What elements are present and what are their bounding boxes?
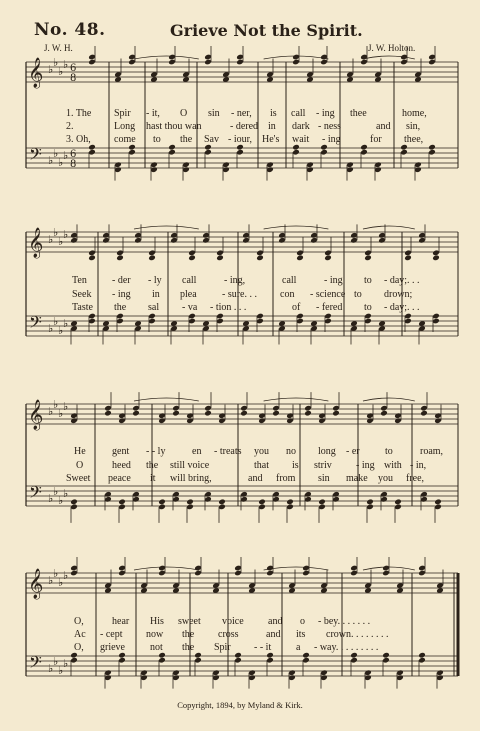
- syllable: O,: [74, 616, 84, 627]
- system-2-verse-3: [0, 302, 480, 315]
- note-head: [148, 255, 156, 262]
- system-4-verse-2: [0, 629, 480, 642]
- syllable: and: [376, 121, 391, 132]
- syllable: He: [74, 446, 86, 457]
- system-4-verse-1: [0, 616, 480, 629]
- syllable: Spir: [114, 108, 131, 119]
- bass-clef-icon: 𝄢: [29, 482, 42, 506]
- syllable: still voice: [170, 460, 210, 471]
- syllable: O: [180, 108, 188, 119]
- syllable: the: [146, 460, 159, 471]
- syllable: peace: [108, 473, 131, 484]
- system-2-verse-1: [0, 275, 480, 288]
- flat-icon: ♭: [58, 156, 64, 169]
- hymn-number: No. 48.: [34, 20, 106, 40]
- syllable: - way. . . . . . . . .: [314, 642, 379, 653]
- note-head: [118, 499, 126, 506]
- syllable: to: [385, 446, 393, 457]
- syllable: not: [150, 642, 163, 653]
- note-head: [404, 255, 412, 262]
- slur: [264, 226, 329, 229]
- syllable: o: [300, 616, 305, 627]
- note-head: [286, 499, 294, 506]
- syllable: - science: [310, 289, 346, 300]
- note-head: [188, 255, 196, 262]
- syllable: to: [153, 134, 161, 145]
- hymn-title: Grieve Not the Spirit.: [170, 21, 363, 40]
- system-3-verse-1: [0, 446, 480, 459]
- system-3-verse-3: [0, 473, 480, 486]
- syllable: it: [150, 473, 156, 484]
- syllable: will bring,: [170, 473, 212, 484]
- syllable: - dered: [230, 121, 259, 132]
- syllable: now: [146, 629, 164, 640]
- treble-clef-icon: 𝄞: [28, 58, 44, 88]
- syllable: no: [286, 446, 296, 457]
- syllable: hast thou wan: [146, 121, 202, 132]
- syllable: Taste: [72, 302, 93, 313]
- bass-clef-icon: 𝄢: [29, 652, 42, 676]
- flat-icon: ♭: [48, 322, 54, 335]
- syllable: in: [152, 289, 160, 300]
- syllable: the: [182, 629, 195, 640]
- syllable: you: [254, 446, 269, 457]
- syllable: striv: [314, 460, 332, 471]
- syllable: - ing: [356, 460, 375, 471]
- syllable: grieve: [100, 642, 125, 653]
- flat-icon: ♭: [58, 235, 64, 248]
- note-head: [172, 410, 180, 417]
- flat-icon: ♭: [63, 400, 69, 413]
- syllable: call: [291, 108, 306, 119]
- syllable: to: [364, 302, 372, 313]
- syllable: - ner,: [231, 108, 252, 119]
- flat-icon: ♭: [58, 324, 64, 337]
- syllable: Seek: [72, 289, 92, 300]
- note-head: [132, 410, 140, 417]
- syllable: - ing: [316, 108, 335, 119]
- note-head: [218, 499, 226, 506]
- flat-icon: ♭: [53, 315, 59, 328]
- syllable: - - ly: [146, 446, 166, 457]
- syllable: sweet: [178, 616, 201, 627]
- note-head: [240, 410, 248, 417]
- time-signature: 8: [70, 73, 77, 84]
- note-head: [434, 499, 442, 506]
- flat-icon: ♭: [63, 569, 69, 582]
- flat-icon: ♭: [53, 147, 59, 160]
- slur: [134, 226, 199, 229]
- syllable: to: [354, 289, 362, 300]
- syllable: to: [364, 275, 372, 286]
- syllable: call: [182, 275, 197, 286]
- syllable: Long: [114, 121, 136, 132]
- syllable: Sav: [204, 134, 219, 145]
- syllable: home,: [402, 108, 427, 119]
- syllable: from: [276, 473, 296, 484]
- flat-icon: ♭: [63, 487, 69, 500]
- syllable: - der: [112, 275, 131, 286]
- flat-icon: ♭: [48, 233, 54, 246]
- flat-icon: ♭: [53, 655, 59, 668]
- syllable: of: [292, 302, 301, 313]
- note-head: [70, 499, 78, 506]
- syllable: - fered: [316, 302, 343, 313]
- syllable: con: [280, 289, 295, 300]
- syllable: for: [370, 134, 382, 145]
- syllable: call: [282, 275, 297, 286]
- syllable: - day;. . .: [384, 275, 420, 286]
- syllable: and: [248, 473, 263, 484]
- flat-icon: ♭: [48, 63, 54, 76]
- syllable: make: [346, 473, 368, 484]
- note-head: [258, 499, 266, 506]
- treble-clef-icon: 𝄞: [28, 400, 44, 430]
- flat-icon: ♭: [48, 574, 54, 587]
- flat-icon: ♭: [53, 226, 59, 239]
- syllable: Ten: [72, 275, 87, 286]
- note-head: [380, 410, 388, 417]
- syllable: - iour,: [228, 134, 253, 145]
- note-head: [366, 499, 374, 506]
- slur: [363, 398, 415, 401]
- syllable: 2.: [66, 121, 74, 132]
- syllable: 1. The: [66, 108, 92, 119]
- syllable: - ness: [318, 121, 342, 132]
- syllable: hear: [112, 616, 130, 627]
- syllable: sal: [148, 302, 160, 313]
- system-1-verse-1: [0, 108, 480, 121]
- syllable: thee,: [404, 134, 424, 145]
- note-head: [158, 499, 166, 506]
- flat-icon: ♭: [63, 58, 69, 71]
- syllable: come: [114, 134, 136, 145]
- syllable: - in,: [410, 460, 427, 471]
- syllable: heed: [112, 460, 131, 471]
- syllable: a: [296, 642, 301, 653]
- system-1-verse-3: [0, 134, 480, 147]
- syllable: - day;. . .: [384, 302, 420, 313]
- syllable: - treats: [214, 446, 242, 457]
- time-signature: 6: [70, 149, 77, 160]
- syllable: dark: [292, 121, 310, 132]
- flat-icon: ♭: [48, 405, 54, 418]
- system-2-verse-2: [0, 289, 480, 302]
- syllable: Sweet: [66, 473, 91, 484]
- slur: [363, 226, 415, 229]
- syllable: thee: [350, 108, 367, 119]
- syllable: with: [384, 460, 402, 471]
- note-head: [272, 410, 280, 417]
- syllable: the: [114, 302, 127, 313]
- syllable: voice: [222, 616, 244, 627]
- syllable: - bey. . . . . . .: [318, 616, 371, 627]
- flat-icon: ♭: [58, 407, 64, 420]
- syllable: O: [76, 460, 84, 471]
- syllable: wait: [292, 134, 310, 145]
- syllable: crown. . . . . . . .: [326, 629, 389, 640]
- syllable: 3. Oh,: [66, 134, 91, 145]
- syllable: plea: [180, 289, 197, 300]
- flat-icon: ♭: [63, 228, 69, 241]
- flat-icon: ♭: [53, 567, 59, 580]
- syllable: - cept: [100, 629, 123, 640]
- syllable: - - it: [254, 642, 272, 653]
- syllable: - sure. . .: [222, 289, 257, 300]
- flat-icon: ♭: [58, 494, 64, 507]
- flat-icon: ♭: [63, 149, 69, 162]
- flat-icon: ♭: [58, 576, 64, 589]
- syllable: roam,: [420, 446, 444, 457]
- syllable: O,: [74, 642, 84, 653]
- note-head: [116, 255, 124, 262]
- syllable: sin: [208, 108, 220, 119]
- system-1-verse-2: [0, 121, 480, 134]
- time-signature: 6: [70, 63, 77, 74]
- time-signature: 8: [70, 159, 77, 170]
- slur: [264, 398, 329, 401]
- syllable: its: [296, 629, 306, 640]
- syllable: - va: [182, 302, 198, 313]
- note-head: [216, 255, 224, 262]
- syllable: and: [266, 629, 281, 640]
- lyricist-credit: J. W. H.: [44, 43, 73, 53]
- note-head: [324, 255, 332, 262]
- syllable: the: [182, 642, 195, 653]
- syllable: His: [150, 616, 164, 627]
- syllable: is: [292, 460, 299, 471]
- syllable: gent: [112, 446, 130, 457]
- note-head: [332, 410, 340, 417]
- note-head: [364, 255, 372, 262]
- system-3-verse-2: [0, 460, 480, 473]
- syllable: He's: [262, 134, 280, 145]
- bass-clef-icon: 𝄢: [29, 312, 42, 336]
- syllable: cross: [218, 629, 239, 640]
- syllable: - ing: [112, 289, 131, 300]
- syllable: the: [180, 134, 193, 145]
- syllable: drown;: [384, 289, 413, 300]
- note-head: [186, 499, 194, 506]
- flat-icon: ♭: [58, 664, 64, 677]
- flat-icon: ♭: [53, 56, 59, 69]
- flat-icon: ♭: [53, 485, 59, 498]
- note-head: [394, 499, 402, 506]
- syllable: you: [378, 473, 393, 484]
- flat-icon: ♭: [48, 492, 54, 505]
- syllable: long: [318, 446, 336, 457]
- composer-credit: J. W. Holton.: [368, 43, 416, 53]
- copyright-notice: Copyright, 1894, by Myland & Kirk.: [177, 700, 303, 710]
- syllable: Spir: [214, 642, 231, 653]
- note-head: [104, 410, 112, 417]
- syllable: in: [268, 121, 276, 132]
- syllable: - ly: [148, 275, 162, 286]
- flat-icon: ♭: [63, 317, 69, 330]
- flat-icon: ♭: [63, 657, 69, 670]
- note-head: [432, 255, 440, 262]
- note-head: [304, 410, 312, 417]
- flat-icon: ♭: [48, 154, 54, 167]
- syllable: free,: [406, 473, 425, 484]
- flat-icon: ♭: [58, 65, 64, 78]
- syllable: - ing: [322, 134, 341, 145]
- note-head: [420, 410, 428, 417]
- syllable: - er: [346, 446, 360, 457]
- syllable: en: [192, 446, 202, 457]
- note-head: [204, 410, 212, 417]
- flat-icon: ♭: [53, 398, 59, 411]
- slur: [134, 567, 199, 570]
- syllable: - ing: [324, 275, 343, 286]
- slur: [134, 398, 199, 401]
- note-head: [88, 255, 96, 262]
- syllable: Ac: [74, 629, 86, 640]
- syllable: sin,: [406, 121, 421, 132]
- note-head: [318, 499, 326, 506]
- system-4-verse-3: [0, 642, 480, 655]
- note-head: [296, 255, 304, 262]
- flat-icon: ♭: [48, 662, 54, 675]
- note-head: [256, 255, 264, 262]
- bass-clef-icon: 𝄢: [29, 144, 42, 168]
- syllable: and: [268, 616, 283, 627]
- syllable: that: [254, 460, 269, 471]
- syllable: is: [270, 108, 277, 119]
- syllable: - it,: [146, 108, 160, 119]
- treble-clef-icon: 𝄞: [28, 569, 44, 599]
- treble-clef-icon: 𝄞: [28, 228, 44, 258]
- syllable: - tion . . .: [210, 302, 247, 313]
- syllable: sin: [318, 473, 330, 484]
- syllable: - ing,: [224, 275, 246, 286]
